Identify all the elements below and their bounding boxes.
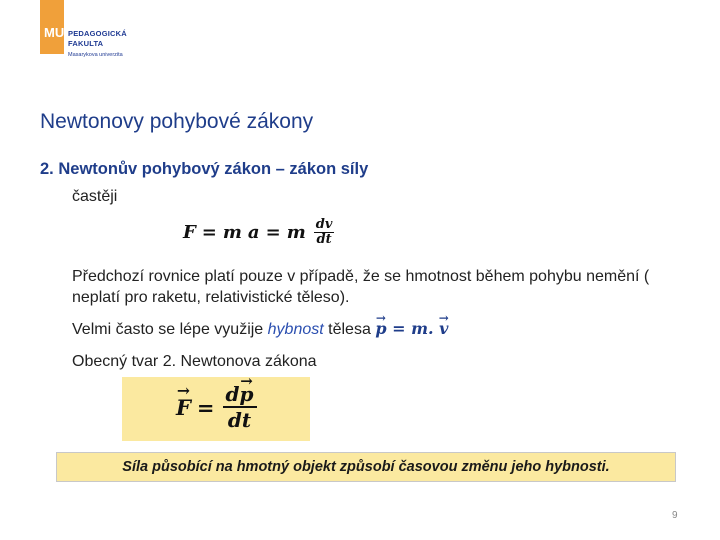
university-name: Masarykova univerzita — [68, 52, 123, 58]
formula1-a: a — [247, 222, 260, 244]
heading-text: Newtonův pohybový zákon – zákon síly — [58, 160, 369, 178]
formula1-eq1: = — [201, 222, 217, 244]
formula2-numerator: d→ p — [223, 382, 257, 406]
formula2-eq: = — [196, 394, 215, 420]
formula1-m: m — [222, 222, 242, 244]
page-number: 9 — [672, 510, 678, 521]
faculty-line1: PEDAGOGICKÁ — [68, 29, 127, 38]
momentum-formula — [375, 319, 448, 338]
momentum-eq: = — [392, 319, 406, 338]
faculty-line2: FAKULTA — [68, 39, 104, 48]
momentum-line — [72, 318, 448, 340]
formula-force-mass-acceleration — [183, 218, 334, 247]
formula1-m2: m — [286, 222, 306, 244]
formula1-F: F — [183, 222, 196, 244]
text-casteji: častěji — [72, 188, 118, 205]
momentum-prefix: Velmi často se lépe využije — [72, 321, 264, 338]
formula1-numerator: dv — [315, 217, 333, 232]
slide-title: Newtonovy pohybové zákony — [40, 110, 314, 133]
momentum-suffix: tělesa — [328, 321, 371, 338]
formula1-eq2: = — [265, 222, 281, 244]
formula2-F: → F — [176, 395, 191, 420]
momentum-word: hybnost — [267, 321, 324, 338]
general-form-label: Obecný tvar 2. Newtonova zákona — [72, 353, 317, 370]
heading-number: 2. — [40, 160, 54, 178]
formula1-fraction — [314, 218, 335, 247]
logo-mark: MU — [44, 25, 65, 40]
faculty-name — [68, 29, 127, 60]
momentum-p: → p — [375, 318, 386, 339]
summary-statement: Síla působící na hmotný objekt způsobí časovou změnu jeho hybnosti. — [56, 452, 676, 482]
university-logo — [40, 0, 64, 54]
paragraph-mass-condition: Předchozí rovnice platí pouze v případě, že se hmotnost během pohybu nemění ( neplatí pro raketu, relativistické těleso). — [72, 268, 650, 306]
formula-general-newton2 — [176, 382, 257, 432]
formula2-denominator: dt — [227, 408, 252, 432]
momentum-m: m — [411, 319, 428, 338]
formula2-fraction — [223, 382, 257, 432]
momentum-dot: . — [428, 319, 434, 338]
momentum-v: → v — [439, 318, 448, 339]
formula1-denominator: dt — [316, 232, 332, 248]
section-heading — [40, 160, 368, 179]
